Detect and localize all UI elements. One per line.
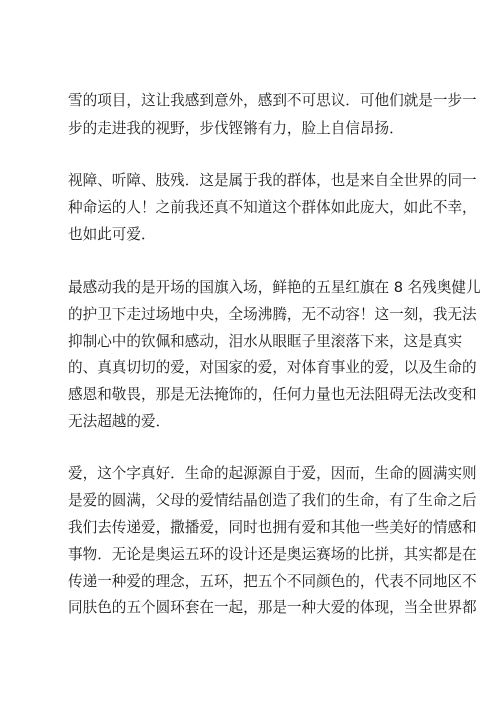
paragraph-2-line-1: 视障、听障、肢残．这是属于我的群体，也是来自全世界的同一 xyxy=(68,172,477,189)
paragraph-2-line-2: 种命运的人！之前我还真不知道这个群体如此庞大，如此不幸， xyxy=(68,199,477,216)
paragraph-4-line-2: 是爱的圆满，父母的爱情结晶创造了我们的生命，有了生命之后 xyxy=(68,492,477,509)
paragraph-3-line-1: 最感动我的是开场的国旗入场，鲜艳的五星红旗在 8 名残奥健儿 xyxy=(68,279,481,296)
paragraph-3-line-6: 无法超越的爱． xyxy=(68,413,171,430)
paragraph-4-line-5: 传递一种爱的理念，五环，把五个不同颜色的，代表不同地区不 xyxy=(68,573,477,590)
paragraph-4-line-6: 同肤色的五个圆环套在一起，那是一种大爱的体现，当全世界都 xyxy=(68,599,477,616)
paragraph-1-line-1: 雪的项目，这让我感到意外，感到不可思议．可他们就是一步一 xyxy=(68,92,477,109)
paragraph-1-line-2: 步的走进我的视野，步伐铿锵有力，脸上自信昂扬． xyxy=(68,120,404,137)
paragraph-3-line-3: 抑制心中的钦佩和感动，泪水从眼眶子里滚落下来，这是真实 xyxy=(68,333,463,350)
paragraph-3-line-2: 的护卫下走过场地中央，全场沸腾，无不动容！这一刻，我无法 xyxy=(68,306,477,323)
paragraph-4-line-4: 事物．无论是奥运五环的设计还是奥运赛场的比拼，其实都是在 xyxy=(68,546,477,563)
paragraph-3-line-4: 的、真真切切的爱，对国家的爱，对体育事业的爱，以及生命的 xyxy=(68,359,477,376)
paragraph-4-line-3: 我们去传递爱，撒播爱，同时也拥有爱和其他一些美好的情感和 xyxy=(68,519,477,536)
paragraph-2-line-3: 也如此可爱． xyxy=(68,226,156,243)
paragraph-4-line-1: 爱，这个字真好．生命的起源源自于爱，因而，生命的圆满实则 xyxy=(68,465,477,482)
paragraph-3-line-5: 感恩和敬畏，那是无法掩饰的，任何力量也无法阻碍无法改变和 xyxy=(68,386,477,403)
